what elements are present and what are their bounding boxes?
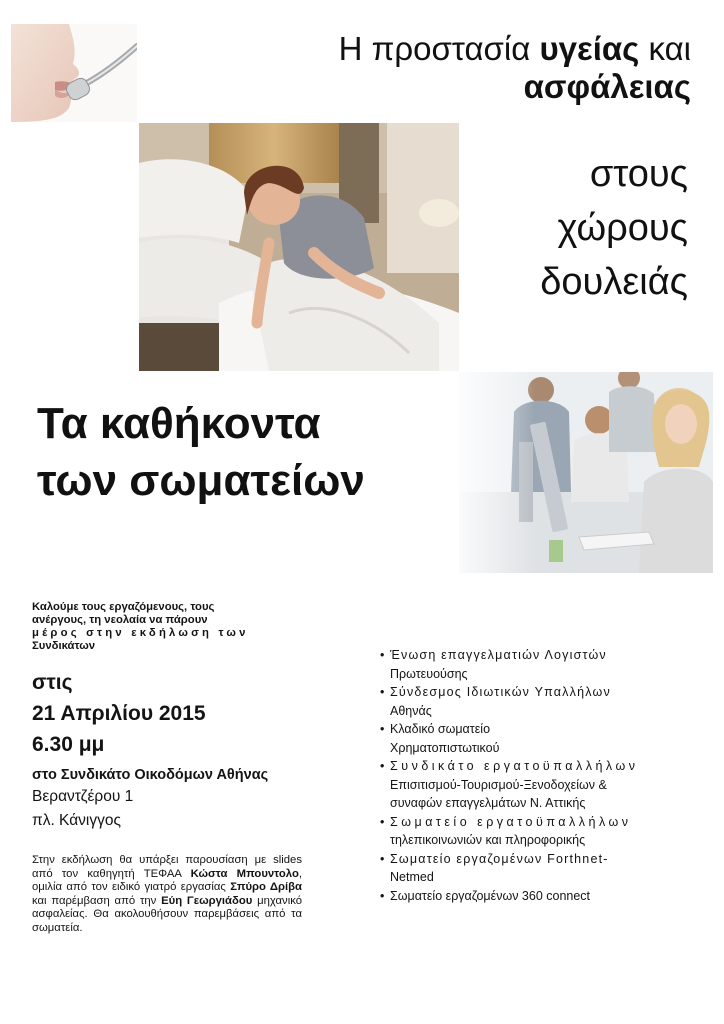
subtitle-line: δουλειάς	[540, 261, 688, 303]
poster-title	[339, 30, 691, 106]
union-name: συναφών επαγγελμάτων Ν. Αττικής	[390, 796, 586, 810]
union-name: Επισιτισμού-Τουρισμού-Ξενοδοχείων &	[390, 777, 607, 792]
event-street: Βεραντζέρου 1	[32, 788, 134, 805]
event-details	[32, 667, 268, 832]
list-item	[380, 757, 686, 813]
union-name: • Ένωση επαγγελματιών Λογιστών	[390, 648, 607, 662]
title-text-safety: ασφάλειας	[523, 68, 691, 105]
list-item	[380, 683, 686, 720]
list-item	[380, 646, 686, 683]
headline-line-2: των σωματείων	[37, 456, 365, 505]
headset-photo	[11, 24, 137, 122]
event-program-text	[32, 854, 302, 935]
office-workers-photo	[459, 372, 713, 573]
title-text-and: και	[648, 30, 691, 67]
list-item	[380, 720, 686, 757]
list-item	[380, 850, 686, 887]
program-text: μηχανικό ασφαλείας. Θα ακολουθήσουν παρεμβάσεις από τα σωματεία.	[32, 894, 303, 934]
union-name: • Σωματείο εργαζομένων 360 connect	[390, 888, 591, 903]
invitation-line: ανέργους, τη νεολαία να πάρουν	[32, 614, 208, 626]
union-name: • Σωματείο εργαζομένων Forthnet-	[390, 851, 609, 866]
union-name: Πρωτευούσης	[390, 666, 468, 681]
union-name: Χρηματοπιστωτικού	[390, 740, 500, 755]
union-name: • Κλαδικό σωματείο	[390, 722, 491, 736]
list-item	[380, 813, 686, 850]
program-text: , ομιλία από τον ειδικό γιατρό εργασίας	[32, 867, 302, 893]
speaker-name: Σπύρο Δρίβα	[230, 881, 303, 893]
invitation-line: Συνδικάτων	[32, 640, 96, 652]
event-on-label: στις	[32, 671, 73, 694]
event-venue: στο Συνδικάτο Οικοδόμων Αθήνας	[32, 767, 269, 783]
speaker-name: Εύη Γεωργιάδου	[161, 894, 253, 907]
union-name: • Συνδικάτο εργατοϋπαλλήλων	[390, 759, 639, 773]
title-text-1: Η προστασία	[338, 30, 531, 67]
union-name: τηλεπικοινωνιών και πληροφορικής	[390, 833, 586, 847]
invitation-line: Καλούμε τους εργαζόμενους, τους	[32, 601, 215, 613]
event-date: 21 Απριλίου 2015	[32, 702, 206, 725]
unions-list	[380, 646, 686, 905]
subtitle-line: χώρους	[557, 207, 688, 249]
subtitle-line: στους	[589, 153, 688, 195]
event-time: 6.30 μμ	[32, 733, 105, 756]
speaker-name: Κώστα Μπουντολο	[190, 867, 299, 880]
program-text: Στην εκδήλωση θα υπάρξει παρουσίαση με slides από τον καθηγητή ΤΕΦΑΑ	[32, 854, 302, 880]
headline	[37, 395, 365, 509]
event-square: πλ. Κάνιγγος	[32, 812, 121, 829]
list-item	[380, 887, 686, 906]
union-name: Αθηνάς	[390, 703, 432, 718]
program-text: και παρέμβαση από την	[32, 894, 162, 907]
invitation-line: μέρος στην εκδήλωση των	[32, 627, 249, 639]
headline-line-1: Τα καθήκοντα	[37, 399, 321, 448]
union-name: Netmed	[390, 870, 434, 884]
union-name: • Σωματείο εργατοϋπαλλήλων	[390, 814, 632, 829]
union-name: • Σύνδεσμος Ιδιωτικών Υπαλλήλων	[390, 685, 611, 699]
title-text-health: υγείας	[539, 30, 640, 67]
housekeeper-photo	[139, 123, 459, 371]
poster-subtitle	[540, 147, 688, 309]
invitation-text	[32, 601, 302, 653]
title-line-1	[339, 30, 691, 68]
